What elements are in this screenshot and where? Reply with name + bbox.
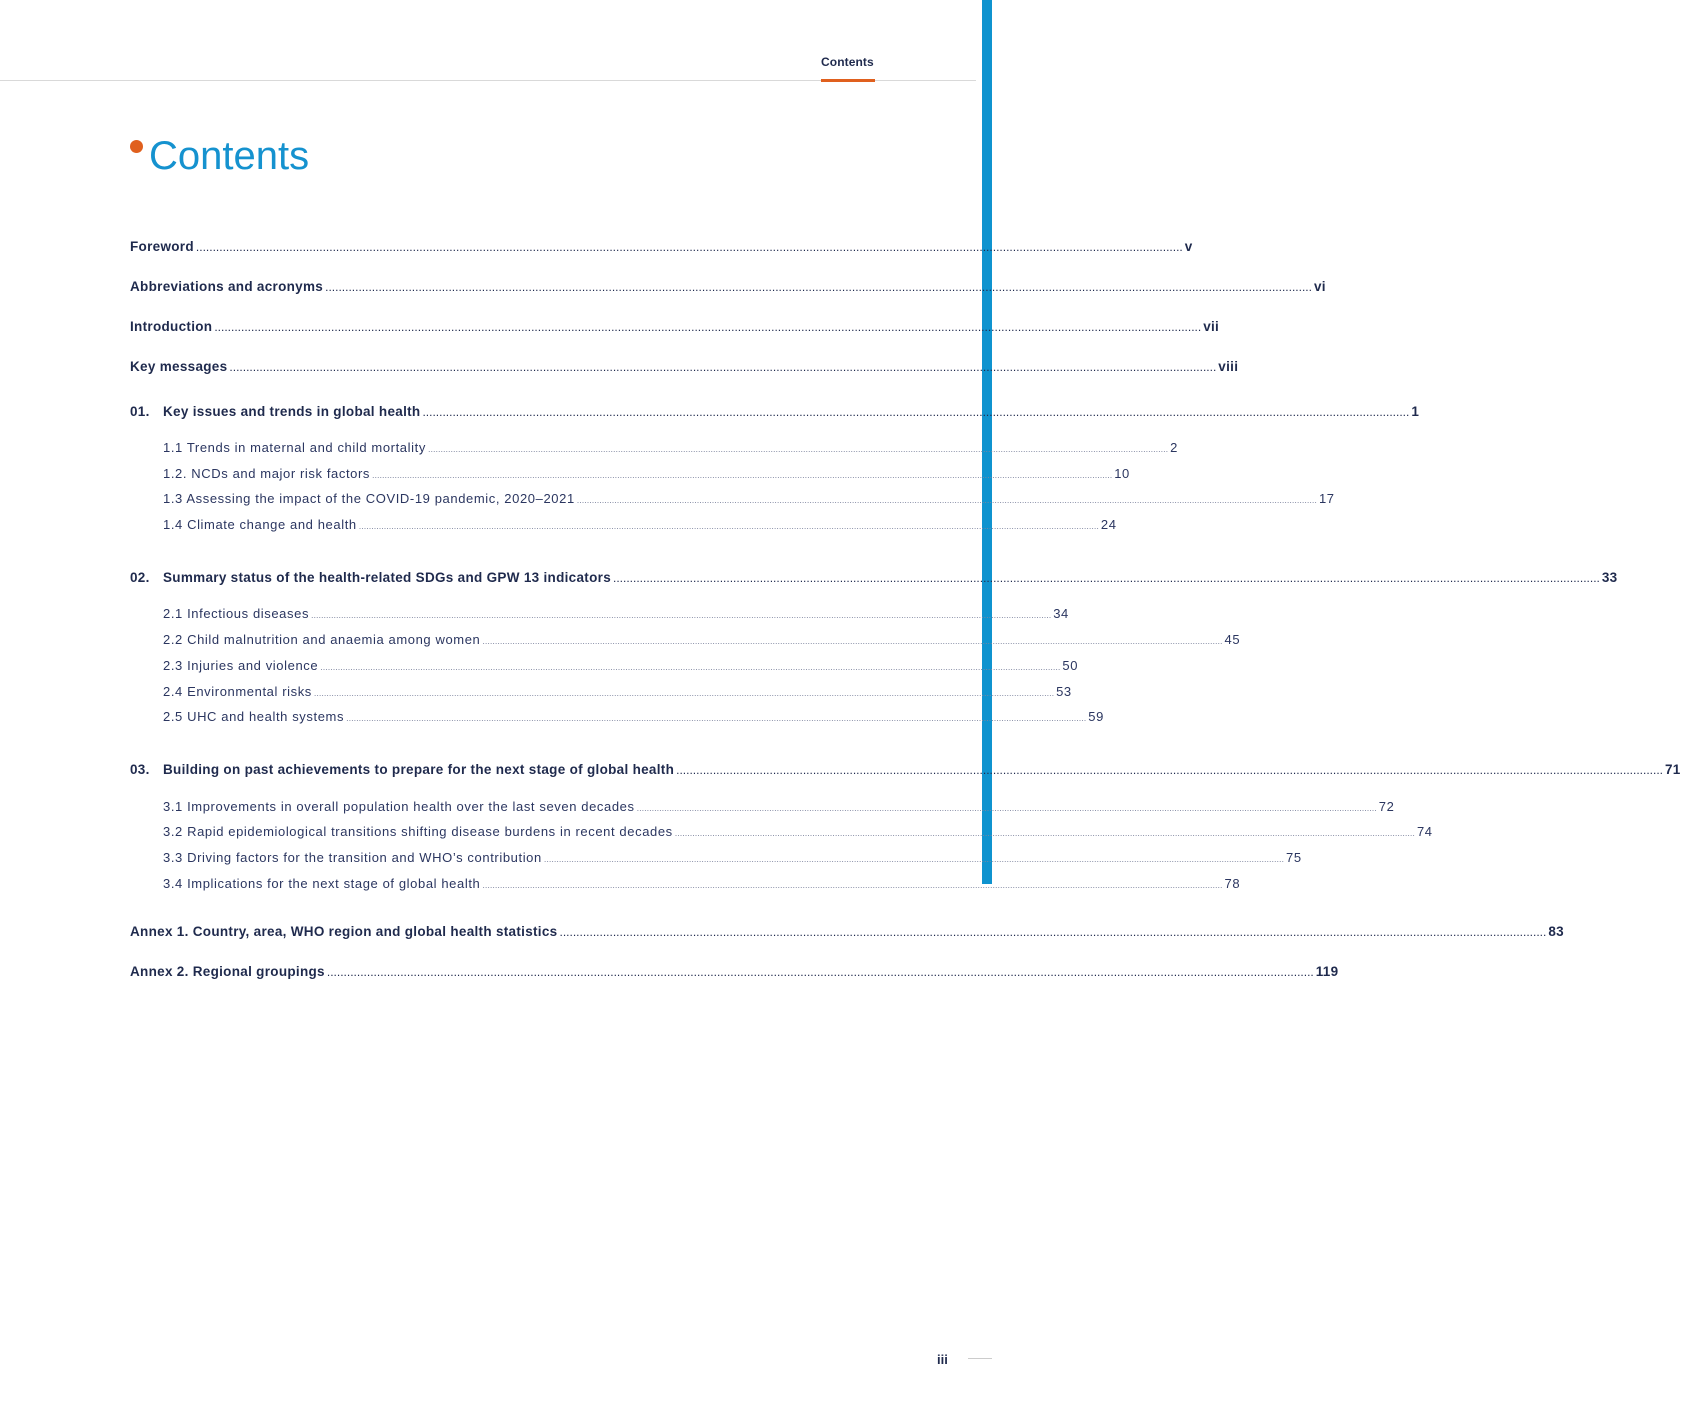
toc-entry-label: Introduction xyxy=(130,319,213,334)
toc-chapter-number: 02. xyxy=(130,570,150,585)
footer-divider xyxy=(968,1358,992,1359)
toc-entry-label: 3.3 Driving factors for the transition and WHO’s contribution xyxy=(163,850,542,865)
title-bullet-icon xyxy=(130,140,143,153)
toc-entry-label: 1.2. NCDs and major risk factors xyxy=(163,466,371,481)
toc-chapter-1[interactable] xyxy=(130,404,1420,419)
toc-section-2-1[interactable] xyxy=(163,606,1069,621)
toc-entry-foreword[interactable] xyxy=(130,239,1193,254)
toc-section-2-5[interactable] xyxy=(163,709,1104,724)
toc-entry-label: 2.3 Injuries and violence xyxy=(163,658,319,673)
dot-leader xyxy=(346,713,1086,723)
dot-leader xyxy=(482,636,1222,646)
toc-entry-label: 2.5 UHC and health systems xyxy=(163,709,345,724)
dot-leader xyxy=(676,763,1663,777)
toc-entry-page: 17 xyxy=(1318,491,1335,506)
toc-entry-page: vi xyxy=(1313,279,1326,294)
toc-entry-abbreviations[interactable] xyxy=(130,279,1326,294)
toc-entry-page: 78 xyxy=(1224,876,1241,891)
dot-leader xyxy=(428,444,1168,454)
toc-entry-label: 3.2 Rapid epidemiological transitions shifting disease burdens in recent decades xyxy=(163,824,673,839)
dot-leader xyxy=(372,470,1112,480)
dot-leader xyxy=(229,360,1216,374)
toc-entry-page: 53 xyxy=(1056,684,1072,699)
toc-entry-page: 1 xyxy=(1411,404,1420,419)
toc-entry-page: 45 xyxy=(1224,632,1241,647)
toc-entry-label: Key issues and trends in global health xyxy=(163,404,421,419)
toc-entry-label: 3.1 Improvements in overall population health over the last seven decades xyxy=(163,799,635,814)
toc-entry-page: vii xyxy=(1203,319,1220,334)
toc-entry-key-messages[interactable] xyxy=(130,359,1239,374)
dot-leader xyxy=(544,854,1284,864)
toc-entry-label: Summary status of the health-related SDGs and GPW 13 indicators xyxy=(163,570,611,585)
toc-entry-page: 71 xyxy=(1665,762,1681,777)
toc-entry-label: Key messages xyxy=(130,359,228,374)
toc-entry-label: Annex 1. Country, area, WHO region and global health statistics xyxy=(130,924,558,939)
toc-entry-label: 1.4 Climate change and health xyxy=(163,517,357,532)
toc-entry-page: 10 xyxy=(1114,466,1130,481)
toc-entry-page: viii xyxy=(1218,359,1239,374)
toc-entry-label: 3.4 Implications for the next stage of global health xyxy=(163,876,481,891)
toc-section-2-3[interactable] xyxy=(163,658,1079,673)
toc-entry-page: 34 xyxy=(1053,606,1069,621)
toc-section-1-4[interactable] xyxy=(163,517,1117,532)
dot-leader xyxy=(482,880,1222,890)
toc-entry-label: Foreword xyxy=(130,239,194,254)
side-accent-bar xyxy=(982,0,992,884)
toc-entry-introduction[interactable] xyxy=(130,319,1220,334)
toc-entry-page: 74 xyxy=(1416,824,1433,839)
toc-entry-page: 24 xyxy=(1100,517,1117,532)
toc-section-3-3[interactable] xyxy=(163,850,1302,865)
dot-leader xyxy=(422,405,1409,419)
toc-section-1-2[interactable] xyxy=(163,466,1130,481)
toc-entry-label: Building on past achievements to prepare for the next stage of global health xyxy=(163,762,675,777)
toc-entry-annex-1[interactable] xyxy=(130,924,1564,939)
toc-entry-page: 119 xyxy=(1315,964,1339,979)
toc-entry-label: Annex 2. Regional groupings xyxy=(130,964,325,979)
dot-leader xyxy=(214,320,1201,334)
section-tab-contents[interactable]: Contents xyxy=(821,54,875,82)
toc-entry-page: 2 xyxy=(1170,440,1178,455)
dot-leader xyxy=(320,662,1060,672)
toc-section-2-4[interactable] xyxy=(163,684,1072,699)
toc-chapter-2[interactable] xyxy=(130,570,1618,585)
dot-leader xyxy=(325,280,1312,294)
toc-entry-label: Abbreviations and acronyms xyxy=(130,279,324,294)
toc-entry-label: 2.2 Child malnutrition and anaemia among women xyxy=(163,632,481,647)
dot-leader xyxy=(577,495,1317,505)
toc-entry-page: 59 xyxy=(1088,709,1104,724)
toc-entry-label: 2.4 Environmental risks xyxy=(163,684,312,699)
dot-leader xyxy=(559,925,1546,939)
dot-leader xyxy=(675,828,1415,838)
toc-entry-label: 1.3 Assessing the impact of the COVID-19 pandemic, 2020–2021 xyxy=(163,491,575,506)
toc-section-2-2[interactable] xyxy=(163,632,1241,647)
page-title: Contents xyxy=(149,134,310,178)
dot-leader xyxy=(196,240,1183,254)
toc-entry-label: 2.1 Infectious diseases xyxy=(163,606,310,621)
dot-leader xyxy=(327,965,1314,979)
toc-section-3-4[interactable] xyxy=(163,876,1241,891)
dot-leader xyxy=(311,610,1051,620)
toc-chapter-number: 03. xyxy=(130,762,150,777)
toc-entry-page: 72 xyxy=(1378,799,1395,814)
toc-section-3-2[interactable] xyxy=(163,824,1433,839)
toc-entry-page: v xyxy=(1184,239,1193,254)
toc-entry-label: 1.1 Trends in maternal and child mortality xyxy=(163,440,426,455)
toc-entry-page: 83 xyxy=(1548,924,1564,939)
toc-chapter-3[interactable] xyxy=(130,762,1681,777)
toc-entry-page: 33 xyxy=(1601,570,1618,585)
dot-leader xyxy=(314,688,1054,698)
page-number: iii xyxy=(937,1352,948,1367)
toc-chapter-number: 01. xyxy=(130,404,150,419)
dot-leader xyxy=(637,803,1377,813)
toc-entry-annex-2[interactable] xyxy=(130,964,1339,979)
toc-entry-page: 75 xyxy=(1286,850,1302,865)
toc-section-3-1[interactable] xyxy=(163,799,1395,814)
dot-leader xyxy=(359,521,1099,531)
toc-section-1-3[interactable] xyxy=(163,491,1335,506)
toc-entry-page: 50 xyxy=(1062,658,1079,673)
toc-section-1-1[interactable] xyxy=(163,440,1178,455)
dot-leader xyxy=(613,571,1600,585)
